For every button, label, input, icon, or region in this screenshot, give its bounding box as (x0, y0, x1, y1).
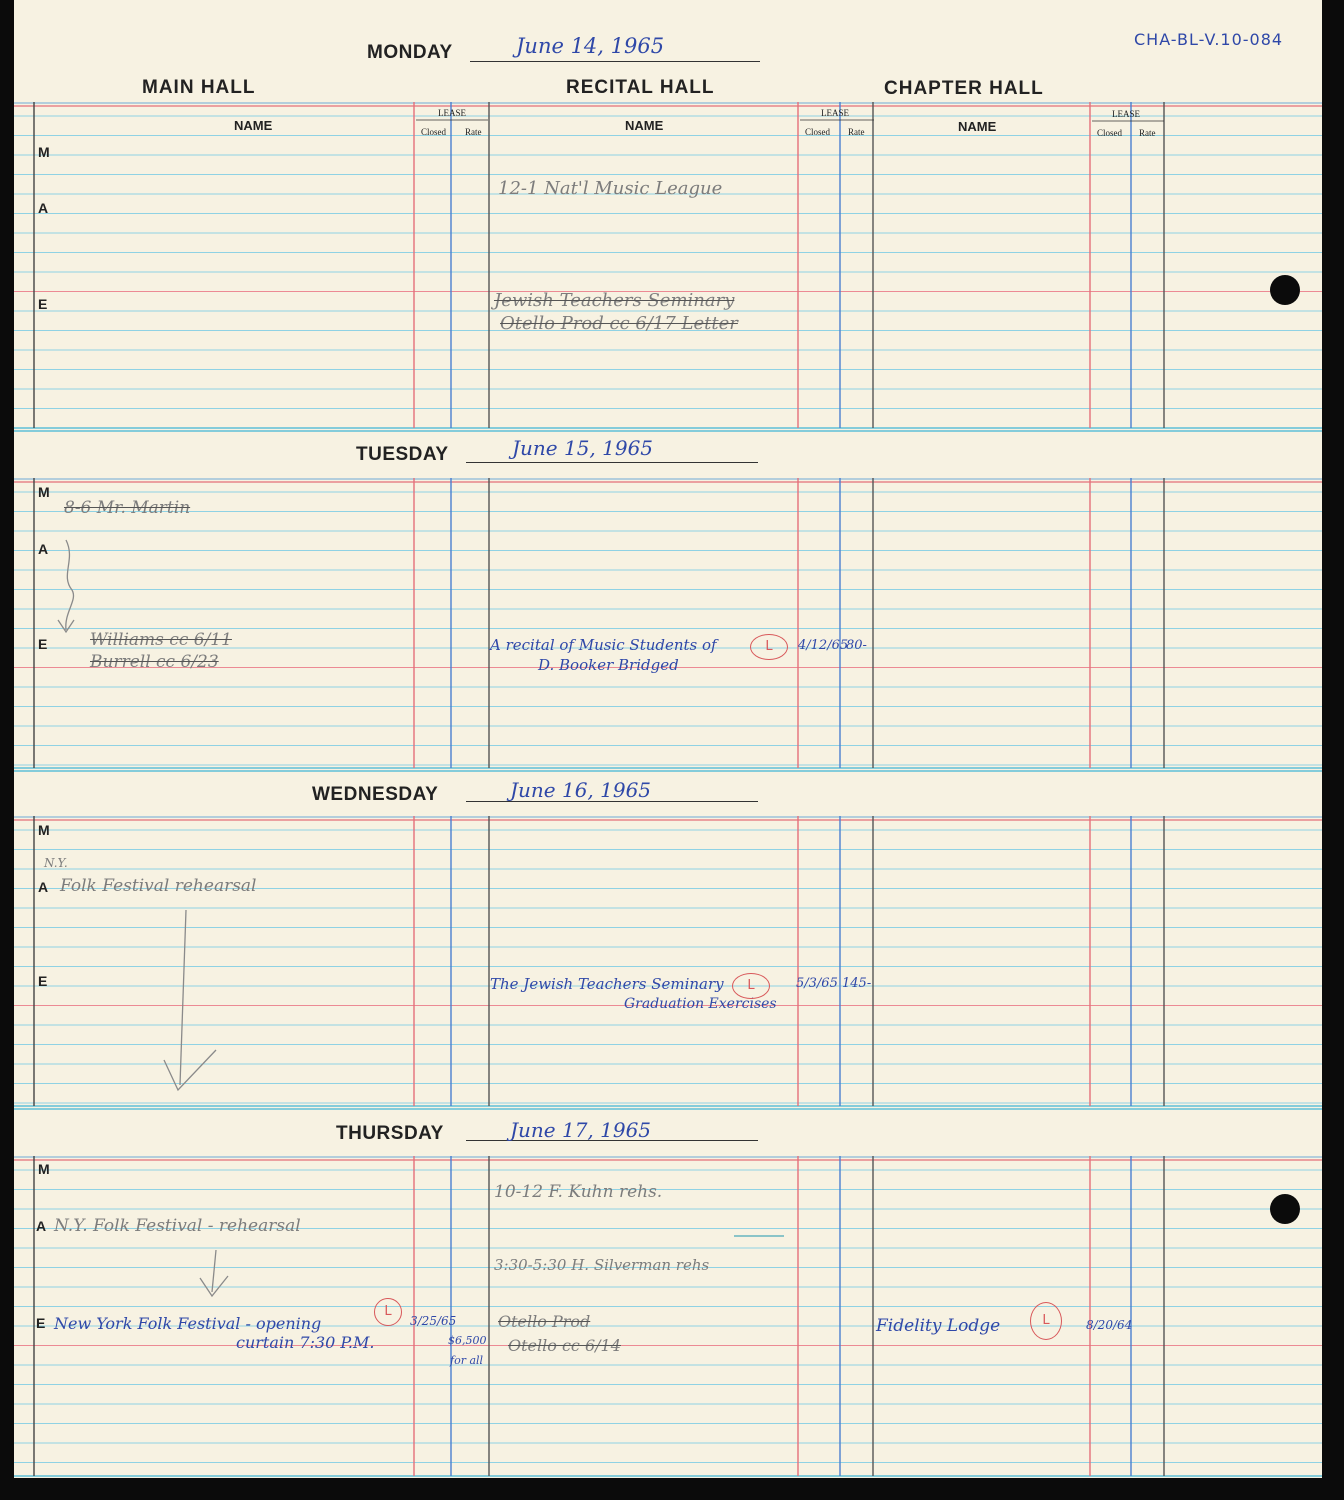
period-m: M (38, 484, 50, 500)
lease-closed-date: 3/25/65 (410, 1314, 457, 1328)
lease-rate: 145- (842, 976, 872, 991)
booking-entry: Folk Festival rehearsal (60, 876, 257, 896)
booking-entry: A recital of Music Students of (490, 636, 717, 654)
main-closed-header: Closed (421, 127, 447, 137)
binder-hole (1270, 275, 1300, 305)
booking-entry-cancelled: Otello Prod cc 6/17 Letter (500, 313, 738, 334)
booking-entry-cancelled: Williams cc 6/11 (90, 630, 232, 650)
period-e: E (38, 973, 48, 989)
recital-name-header: NAME (625, 118, 664, 133)
date-line (466, 462, 758, 463)
archive-reference: CHA-BL-V.10-084 (1134, 30, 1284, 49)
recital-closed-header: Closed (805, 127, 831, 137)
lease-rate: $6,500 (448, 1334, 487, 1347)
period-e: E (36, 1315, 46, 1331)
recital-hall-header: RECITAL HALL (566, 77, 715, 98)
chapter-name-header: NAME (958, 119, 997, 134)
main-name-header: NAME (234, 118, 273, 133)
day-label-thursday: THURSDAY (336, 1123, 444, 1144)
recital-lease-header: LEASE (821, 108, 849, 118)
period-m: M (38, 144, 50, 160)
day-label-monday: MONDAY (367, 42, 453, 63)
period-a: A (36, 1218, 47, 1234)
date-wednesday: June 16, 1965 (510, 778, 652, 802)
lease-check-mark: L (750, 634, 788, 660)
date-thursday: June 17, 1965 (510, 1118, 652, 1142)
period-a: A (38, 879, 49, 895)
chapter-hall-header: CHAPTER HALL (884, 78, 1044, 99)
booking-entry: N.Y. Folk Festival - rehearsal (54, 1216, 301, 1236)
calendar-sheet (14, 0, 1322, 1478)
lease-check-mark: L (1030, 1302, 1062, 1340)
booking-entry: D. Booker Bridged (538, 656, 679, 674)
period-a: A (38, 541, 49, 557)
booking-entry: N.Y. (44, 856, 68, 870)
booking-entry: 10-12 F. Kuhn rehs. (494, 1182, 663, 1202)
lease-check-mark: L (374, 1298, 402, 1326)
day-label-wednesday: WEDNESDAY (312, 784, 439, 805)
period-m: M (38, 1161, 50, 1177)
lease-closed-date: 4/12/65 (798, 638, 849, 653)
chapter-lease-header: LEASE (1112, 109, 1140, 119)
booking-entry-cancelled: 8-6 Mr. Martin (64, 498, 191, 518)
period-a: A (38, 200, 49, 216)
booking-entry-cancelled: Burrell cc 6/23 (90, 652, 219, 672)
period-e: E (38, 296, 48, 312)
period-m: M (38, 822, 50, 838)
booking-entry-cancelled: Otello Prod (498, 1312, 591, 1331)
booking-entry: 12-1 Nat'l Music League (498, 178, 723, 199)
booking-entry: curtain 7:30 P.M. (236, 1333, 375, 1352)
main-rate-header: Rate (465, 127, 482, 137)
lease-rate: 80- (846, 638, 867, 653)
booking-entry: Graduation Exercises (624, 996, 777, 1012)
period-e: E (38, 636, 48, 652)
chapter-closed-header: Closed (1097, 128, 1123, 138)
booking-entry: New York Folk Festival - opening (54, 1314, 322, 1333)
booking-entry: Fidelity Lodge (876, 1316, 1001, 1336)
date-monday: June 14, 1965 (516, 34, 665, 58)
date-tuesday: June 15, 1965 (512, 436, 654, 460)
lease-check-mark: L (732, 973, 770, 999)
recital-rate-header: Rate (848, 127, 865, 137)
booking-entry: 3:30-5:30 H. Silverman rehs (494, 1256, 710, 1274)
main-hall-header: MAIN HALL (142, 77, 256, 98)
lease-closed-date: 5/3/65 (796, 976, 838, 991)
booking-entry-cancelled: Otello cc 6/14 (508, 1336, 621, 1355)
chapter-rate-header: Rate (1139, 128, 1156, 138)
booking-entry: The Jewish Teachers Seminary (490, 975, 724, 993)
main-lease-header: LEASE (438, 108, 466, 118)
booking-entry-cancelled: Jewish Teachers Seminary (494, 290, 735, 311)
lease-rate-note: for all (450, 1354, 484, 1367)
day-label-tuesday: TUESDAY (356, 444, 449, 465)
binder-hole (1270, 1194, 1300, 1224)
lease-closed-date: 8/20/64 (1086, 1318, 1133, 1332)
date-line (470, 61, 760, 62)
